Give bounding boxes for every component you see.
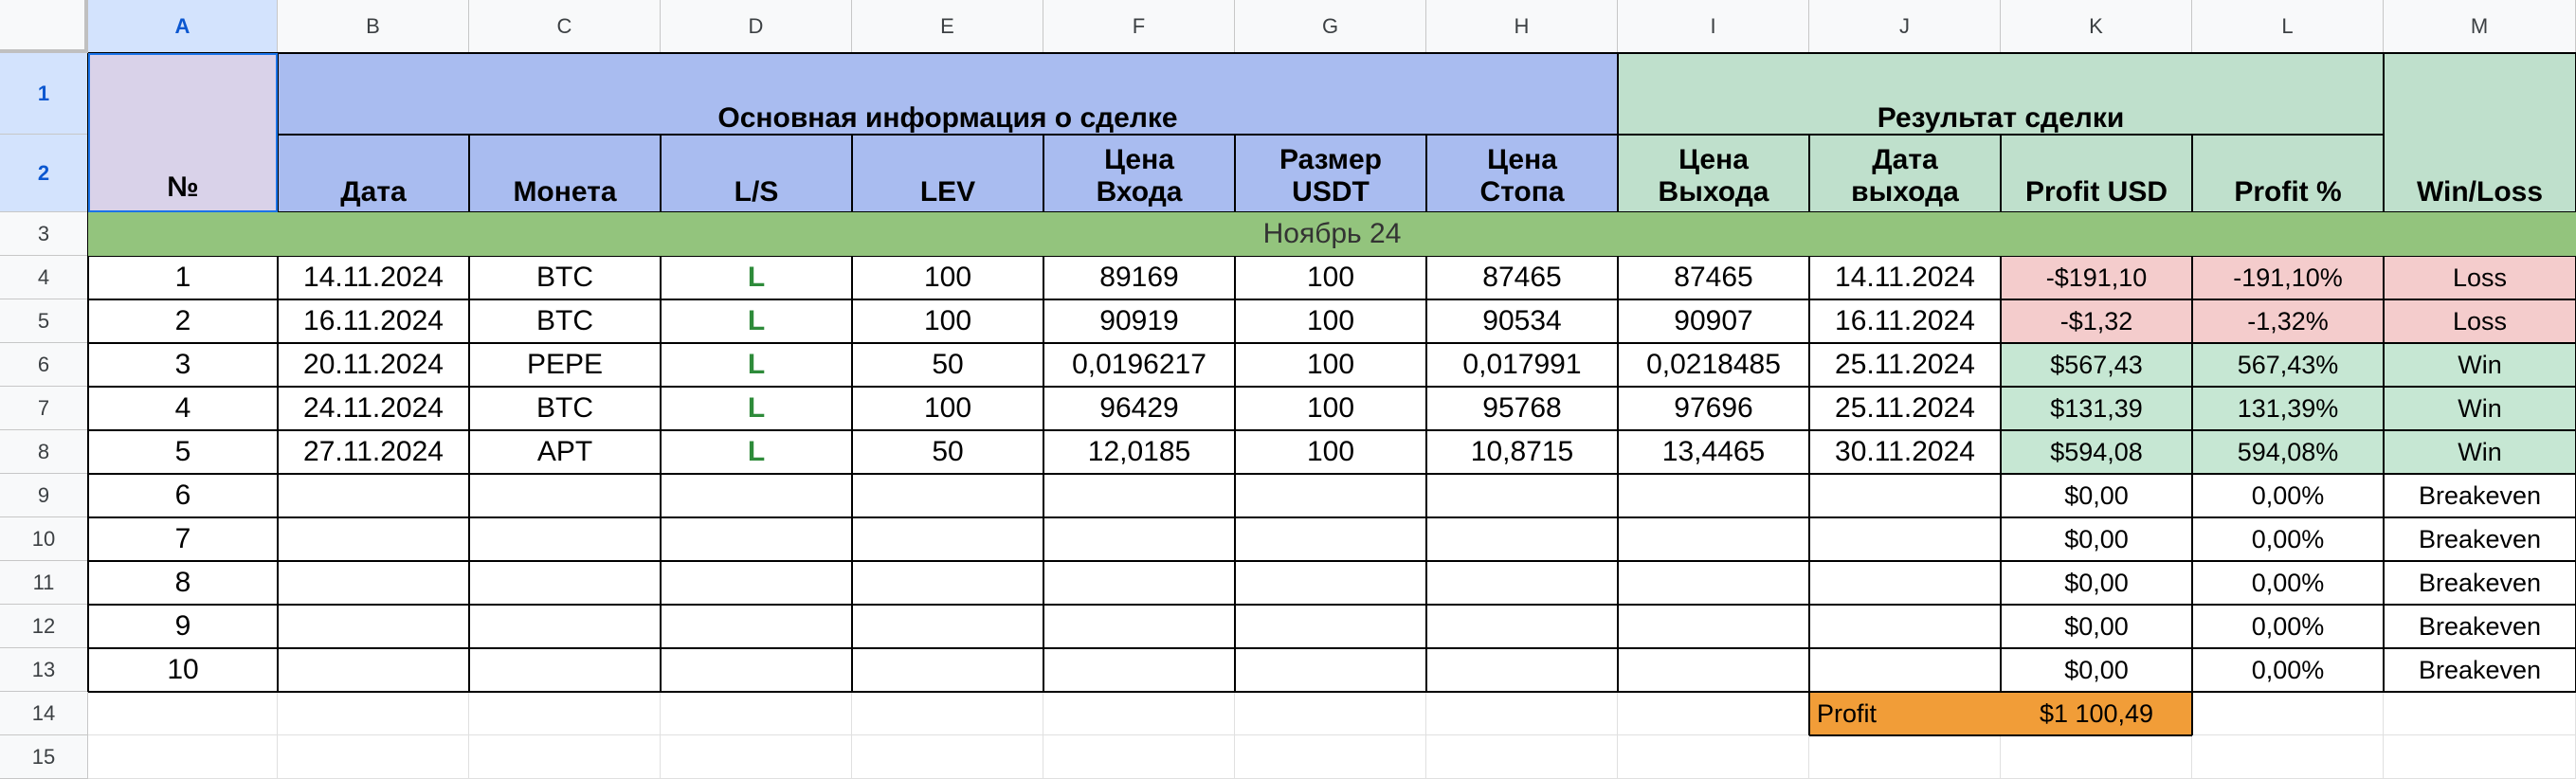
cell-result[interactable]: Breakeven	[2418, 480, 2542, 510]
row-header-3[interactable]: 3	[0, 212, 88, 256]
cell-number[interactable]: 10	[167, 654, 199, 685]
profit-usd-header[interactable]: Profit USD	[2001, 135, 2192, 212]
grid-line	[1617, 53, 1619, 692]
cell-date[interactable]	[278, 517, 469, 561]
profit-pct-header[interactable]: Profit %	[2192, 135, 2384, 212]
cell-exit-price[interactable]: 13,4465	[1661, 436, 1766, 467]
cell-ls[interactable]	[661, 474, 852, 517]
cell-entry-price[interactable]	[1043, 561, 1235, 605]
grid-line	[2191, 692, 2193, 735]
row-header-1[interactable]: 1	[0, 53, 88, 135]
cell-size[interactable]	[1235, 517, 1426, 561]
column-header-g[interactable]: G	[1235, 0, 1426, 53]
cell-date[interactable]	[278, 605, 469, 648]
cell-stop-price[interactable]: 95768	[1482, 392, 1562, 424]
select-all-corner[interactable]	[0, 0, 88, 53]
cell-exit-date[interactable]	[1809, 517, 2001, 561]
row-header-8[interactable]: 8	[0, 430, 88, 474]
cell-size[interactable]: 100	[1306, 305, 1355, 336]
cell-entry-price[interactable]	[1043, 517, 1235, 561]
grid-line	[2383, 53, 2385, 692]
cell-lev[interactable]	[852, 474, 1043, 517]
cell-ls[interactable]	[661, 605, 852, 648]
cell-lev[interactable]: 50	[932, 349, 964, 380]
cell-stop-price[interactable]: 87465	[1482, 262, 1562, 293]
cell-size[interactable]: 100	[1306, 436, 1355, 467]
cell-exit-price[interactable]: 97696	[1674, 392, 1753, 424]
cell-stop-price[interactable]	[1426, 474, 1618, 517]
cell-exit-date[interactable]	[1809, 648, 2001, 692]
cell-lev[interactable]	[852, 648, 1043, 692]
grid-line	[277, 53, 279, 692]
cell-profit-pct[interactable]: 0,00%	[2251, 524, 2325, 553]
column-header-d[interactable]: D	[661, 0, 852, 53]
grid-line	[88, 299, 2576, 300]
main-info-header[interactable]: Основная информация о сделке	[278, 53, 1618, 135]
grid-line	[1809, 734, 2192, 736]
cell-entry-price[interactable]: 12,0185	[1087, 436, 1191, 467]
cell-stop-price[interactable]	[1426, 561, 1618, 605]
row-header-7[interactable]: 7	[0, 387, 88, 430]
cell-stop-price[interactable]: 90534	[1482, 305, 1562, 336]
cell-coin[interactable]	[469, 561, 661, 605]
cell-profit-pct[interactable]: 0,00%	[2251, 480, 2325, 510]
cell-result[interactable]: Win	[2384, 387, 2576, 430]
column-header-e[interactable]: E	[852, 0, 1043, 53]
grid-line	[88, 386, 2576, 388]
cell-number[interactable]: 2	[174, 305, 191, 336]
winloss-header[interactable]: Win/Loss	[2384, 135, 2576, 212]
cell-exit-price[interactable]	[1618, 648, 1809, 692]
cell-ls[interactable]	[661, 561, 852, 605]
cell-stop-price[interactable]: 10,8715	[1470, 436, 1574, 467]
row-header-4[interactable]: 4	[0, 256, 88, 299]
row-header-6[interactable]: 6	[0, 343, 88, 387]
cell-date[interactable]: 20.11.2024	[303, 349, 444, 380]
cell-size[interactable]	[1235, 474, 1426, 517]
cell-number[interactable]: 7	[174, 523, 191, 554]
cell-profit-pct[interactable]: 0,00%	[2251, 611, 2325, 641]
cell-number[interactable]: 4	[174, 392, 191, 424]
cell-size[interactable]: 100	[1306, 262, 1355, 293]
row-header-11[interactable]: 11	[0, 561, 88, 605]
cell-profit-usd[interactable]: $131,39	[2001, 387, 2192, 430]
cell-ls[interactable]: L	[747, 392, 766, 424]
cell-exit-price[interactable]: 90907	[1674, 305, 1753, 336]
cell-exit-date[interactable]: 30.11.2024	[1835, 436, 1975, 467]
cell-date[interactable]	[278, 648, 469, 692]
cell-entry-price[interactable]: 0,0196217	[1072, 349, 1206, 380]
exit-date-header[interactable]: Дата выхода	[1809, 135, 2001, 212]
cell-entry-price[interactable]	[1043, 648, 1235, 692]
total-profit-label[interactable]: Profit	[1809, 692, 2001, 735]
cell-entry-price[interactable]: 96429	[1099, 392, 1179, 424]
cell-exit-date[interactable]	[1809, 605, 2001, 648]
cell-lev[interactable]	[852, 517, 1043, 561]
cell-profit-usd[interactable]: $0,00	[2064, 480, 2129, 510]
grid-line	[88, 516, 2576, 518]
column-header-m[interactable]: M	[2384, 0, 2576, 53]
cell-profit-usd[interactable]: $567,43	[2001, 343, 2192, 387]
cell-date[interactable]: 16.11.2024	[303, 305, 444, 336]
column-header-j[interactable]: J	[1809, 0, 2001, 53]
cell-entry-price[interactable]	[1043, 474, 1235, 517]
cell-profit-pct[interactable]: -1,32%	[2192, 299, 2384, 343]
cell-lev[interactable]: 100	[923, 262, 972, 293]
grid-line	[88, 473, 2576, 475]
grid-line	[88, 52, 2576, 54]
cell-ls[interactable]: L	[747, 305, 766, 336]
cell-ls[interactable]	[661, 517, 852, 561]
cell-exit-date[interactable]	[1809, 561, 2001, 605]
cell-coin[interactable]: BTC	[536, 262, 593, 293]
cell-number[interactable]: 8	[174, 567, 191, 598]
cell-coin[interactable]	[469, 474, 661, 517]
cell-profit-usd[interactable]: $594,08	[2001, 430, 2192, 474]
entry-price-header[interactable]: Цена Входа	[1043, 135, 1235, 212]
cell-size[interactable]: 100	[1306, 349, 1355, 380]
cell-profit-usd[interactable]: $0,00	[2064, 611, 2129, 641]
cell-exit-date[interactable]	[1809, 474, 2001, 517]
cell-lev[interactable]: 100	[923, 305, 972, 336]
total-profit-value[interactable]: $1 100,49	[2001, 692, 2192, 735]
cell-profit-usd[interactable]: $0,00	[2064, 524, 2129, 553]
column-header-a[interactable]: A	[88, 0, 278, 53]
exit-price-header[interactable]: Цена Выхода	[1618, 135, 1809, 212]
cell-entry-price[interactable]: 89169	[1099, 262, 1179, 293]
cell-result[interactable]: Win	[2384, 430, 2576, 474]
cell-entry-price[interactable]	[1043, 605, 1235, 648]
cell-size[interactable]	[1235, 561, 1426, 605]
cell-exit-price[interactable]	[1618, 605, 1809, 648]
column-header-k[interactable]: K	[2001, 0, 2192, 53]
cell-size[interactable]	[1235, 605, 1426, 648]
cell-result[interactable]: Breakeven	[2418, 611, 2542, 641]
cell-profit-pct[interactable]: 594,08%	[2192, 430, 2384, 474]
result-header[interactable]: Результат сделки	[1618, 53, 2384, 135]
cell-lev[interactable]	[852, 605, 1043, 648]
cell-date[interactable]: 14.11.2024	[303, 262, 444, 293]
row-header-2[interactable]: 2	[0, 135, 88, 212]
cell-number[interactable]: 1	[174, 262, 191, 293]
cell-size[interactable]: 100	[1306, 392, 1355, 424]
row-header-12[interactable]: 12	[0, 605, 88, 648]
grid-line	[88, 734, 2576, 735]
cell-exit-date[interactable]: 25.11.2024	[1835, 392, 1975, 424]
cell-date[interactable]: 24.11.2024	[303, 392, 444, 424]
column-header-b[interactable]: B	[278, 0, 469, 53]
cell-profit-usd[interactable]: $0,00	[2064, 655, 2129, 684]
cell-coin[interactable]	[469, 517, 661, 561]
grid-line	[88, 691, 2576, 693]
stop-price-header[interactable]: Цена Стопа	[1426, 135, 1618, 212]
cell-profit-pct[interactable]: 567,43%	[2192, 343, 2384, 387]
cell-result[interactable]: Breakeven	[2418, 655, 2542, 684]
cell-exit-date[interactable]: 25.11.2024	[1835, 349, 1975, 380]
row-header-15[interactable]: 15	[0, 735, 88, 779]
cell-lev[interactable]: 100	[923, 392, 972, 424]
cell-ls[interactable]: L	[747, 436, 766, 467]
cell-stop-price[interactable]	[1426, 648, 1618, 692]
cell-ls[interactable]	[661, 648, 852, 692]
cell-stop-price[interactable]	[1426, 605, 1618, 648]
grid-line	[88, 429, 2576, 431]
coin-header[interactable]: Монета	[469, 135, 661, 212]
row-header-14[interactable]: 14	[0, 692, 88, 735]
cell-date[interactable]	[278, 474, 469, 517]
date-header[interactable]: Дата	[278, 135, 469, 212]
row-header-13[interactable]: 13	[0, 648, 88, 692]
month-band[interactable]: Ноябрь 24	[88, 212, 2576, 256]
cell-result[interactable]: Breakeven	[2418, 524, 2542, 553]
cell-number[interactable]: 5	[174, 436, 191, 467]
cell-profit-usd[interactable]: $0,00	[2064, 568, 2129, 597]
cell-result[interactable]: Win	[2384, 343, 2576, 387]
cell-exit-price[interactable]: 0,0218485	[1646, 349, 1781, 380]
row-header-5[interactable]: 5	[0, 299, 88, 343]
cell-coin[interactable]: BTC	[536, 392, 593, 424]
cell-profit-pct[interactable]: 131,39%	[2192, 387, 2384, 430]
column-header-c[interactable]: C	[469, 0, 661, 53]
grid-line	[278, 134, 2384, 136]
cell-exit-date[interactable]: 14.11.2024	[1835, 262, 1975, 293]
column-header-h[interactable]: H	[1426, 0, 1618, 53]
cell-coin[interactable]	[469, 648, 661, 692]
ls-header[interactable]: L/S	[661, 135, 852, 212]
row-header-9[interactable]: 9	[0, 474, 88, 517]
cell-ls[interactable]: L	[747, 262, 766, 293]
cell-number[interactable]: 3	[174, 349, 191, 380]
row-header-10[interactable]: 10	[0, 517, 88, 561]
cell-exit-date[interactable]: 16.11.2024	[1835, 305, 1975, 336]
cell-exit-price[interactable]	[1618, 561, 1809, 605]
cell-coin[interactable]: BTC	[536, 305, 593, 336]
cell-profit-pct[interactable]: -191,10%	[2192, 256, 2384, 299]
cell-ls[interactable]: L	[747, 349, 766, 380]
cell-result[interactable]: Breakeven	[2418, 568, 2542, 597]
cell-number[interactable]: 9	[174, 610, 191, 642]
cell-profit-usd[interactable]: -$1,32	[2001, 299, 2192, 343]
cell-date[interactable]: 27.11.2024	[303, 436, 444, 467]
grid-line	[88, 342, 2576, 344]
cell-exit-price[interactable]	[1618, 517, 1809, 561]
cell-profit-pct[interactable]: 0,00%	[2251, 568, 2325, 597]
cell-entry-price[interactable]: 90919	[1099, 305, 1179, 336]
grid-line	[87, 53, 89, 692]
cell-lev[interactable]: 50	[932, 436, 964, 467]
column-header-l[interactable]: L	[2192, 0, 2384, 53]
grid-line	[88, 560, 2576, 562]
cell-coin[interactable]: APT	[536, 436, 593, 467]
cell-profit-pct[interactable]: 0,00%	[2251, 655, 2325, 684]
cell-result[interactable]: Loss	[2384, 256, 2576, 299]
cell-stop-price[interactable]: 0,017991	[1462, 349, 1582, 380]
column-header-i[interactable]: I	[1618, 0, 1809, 53]
grid-line	[1808, 692, 1810, 735]
cell-lev[interactable]	[852, 561, 1043, 605]
cell-size[interactable]	[1235, 648, 1426, 692]
grid-line	[88, 647, 2576, 649]
cell-exit-price[interactable]	[1618, 474, 1809, 517]
lev-header[interactable]: LEV	[852, 135, 1043, 212]
cell-number[interactable]: 6	[174, 480, 191, 511]
cell-coin[interactable]: PEPE	[526, 349, 604, 380]
cell-stop-price[interactable]	[1426, 517, 1618, 561]
size-usdt-header[interactable]: Размер USDT	[1235, 135, 1426, 212]
grid-line	[88, 604, 2576, 606]
cell-profit-usd[interactable]: -$191,10	[2001, 256, 2192, 299]
cell-result[interactable]: Loss	[2384, 299, 2576, 343]
cell-exit-price[interactable]: 87465	[1674, 262, 1753, 293]
number-header[interactable]: №	[167, 172, 199, 203]
cell-date[interactable]	[278, 561, 469, 605]
cell-coin[interactable]	[469, 605, 661, 648]
column-header-f[interactable]: F	[1043, 0, 1235, 53]
